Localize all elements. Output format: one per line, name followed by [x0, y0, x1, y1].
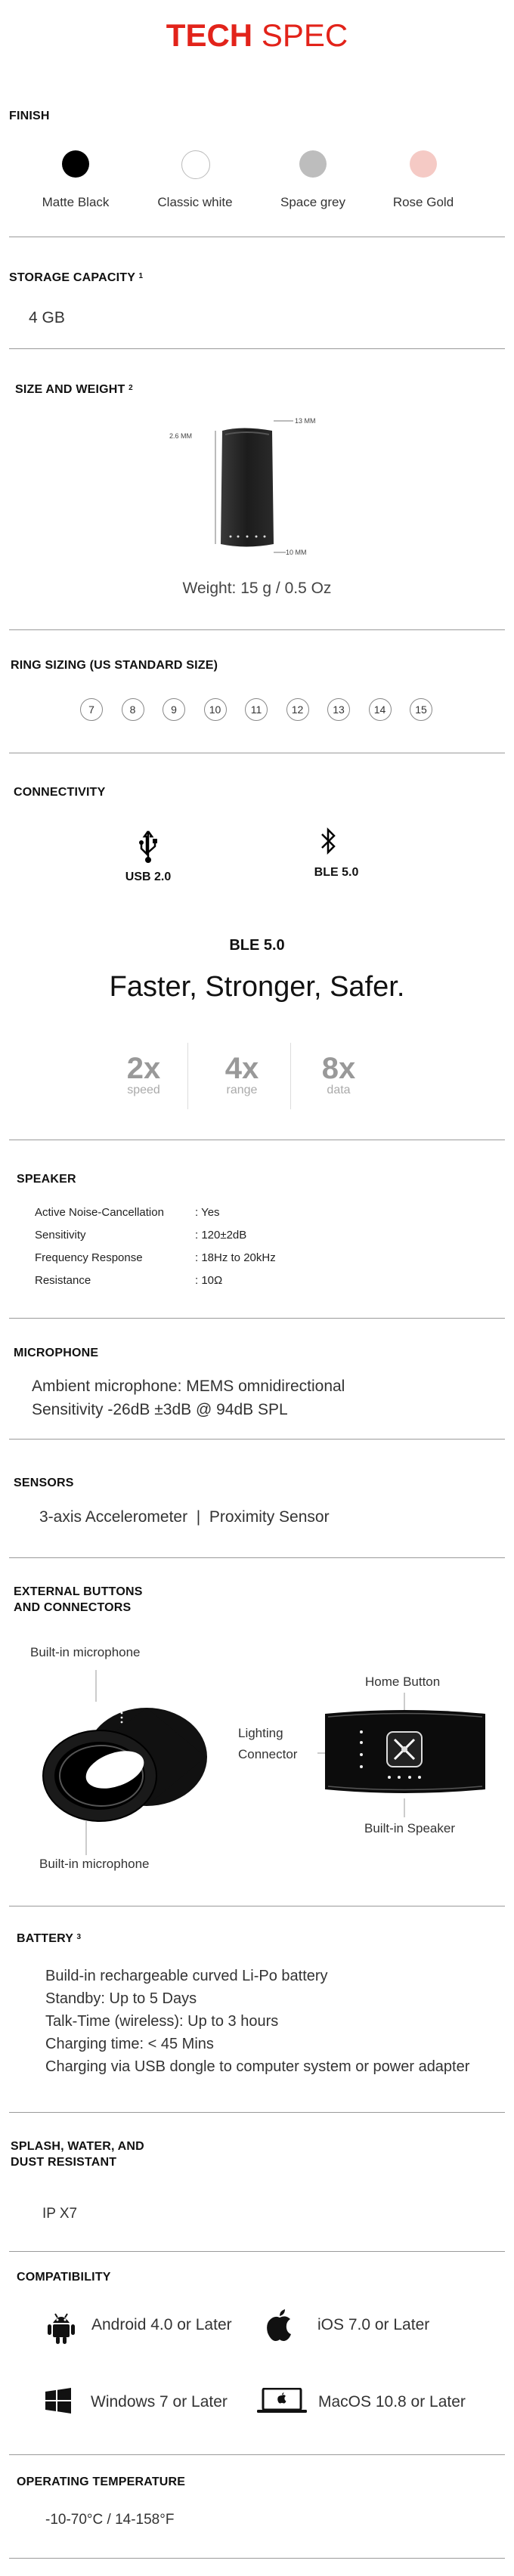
operating-value: -10-70°C / 14-158°F [45, 2512, 175, 2528]
finish-label: Classic white [157, 195, 233, 209]
splash-title-line: SPLASH, WATER, AND [11, 2140, 144, 2153]
operating-title: OPERATING TEMPERATURE [17, 2475, 186, 2488]
storage-title-text: STORAGE CAPACITY [9, 271, 135, 284]
ring-sizing-title: RING SIZING (US STANDARD SIZE) [11, 659, 218, 672]
dim-top-label: 13 MM [295, 417, 316, 425]
speaker-spec-row [35, 1201, 220, 1224]
stat-divider [187, 1043, 188, 1109]
bluetooth-icon [317, 826, 340, 856]
divider [9, 348, 505, 349]
sensors-title: SENSORS [14, 1477, 74, 1489]
stat-divider [290, 1043, 291, 1109]
spec-key: Resistance [35, 1274, 91, 1287]
footnote-marker: 2 [128, 384, 133, 392]
spec-key: Sensitivity [35, 1229, 86, 1242]
spec-key: Active Noise-Cancellation [35, 1206, 164, 1219]
size-title-text: SIZE AND WEIGHT [15, 383, 125, 396]
finish-swatch[interactable] [181, 150, 210, 179]
battery-spec-line: Talk-Time (wireless): Up to 3 hours [45, 2013, 279, 2030]
splash-value: IP X7 [42, 2206, 78, 2222]
apple-icon [266, 2309, 293, 2342]
page-title [0, 17, 514, 54]
microphone-line-2: Sensitivity -26dB ±3dB @ 94dB SPL [32, 1401, 288, 1418]
divider [9, 1557, 505, 1558]
external-title [14, 1584, 143, 1616]
stat-label: data [327, 1084, 351, 1096]
finish-swatch[interactable] [299, 150, 327, 178]
page-title-bold: TECH [166, 17, 253, 53]
sensors-text: 3-axis Accelerometer | Proximity Sensor [39, 1508, 330, 1526]
spec-value: : 120±2dB [195, 1229, 247, 1242]
finish-title: FINISH [9, 110, 50, 122]
footnote-marker: 3 [76, 1933, 82, 1941]
divider [9, 629, 505, 630]
finish-label: Matte Black [42, 195, 110, 209]
microphone-line-1: Ambient microphone: MEMS omnidirectional [32, 1378, 345, 1395]
speaker-title: SPEAKER [17, 1173, 76, 1186]
windows-label: Windows 7 or Later [91, 2393, 228, 2411]
spec-value: : Yes [195, 1206, 220, 1219]
weight-text: Weight: 15 g / 0.5 Oz [182, 580, 332, 597]
ble-label: BLE 5.0 [314, 866, 359, 879]
dim-height-label: 2.6 MM [169, 432, 193, 440]
spec-value: : 10Ω [195, 1274, 223, 1287]
stat-range [197, 1053, 287, 1097]
stat-value: 4x [224, 1052, 259, 1085]
android-label: Android 4.0 or Later [91, 2316, 232, 2333]
microphone-title: MICROPHONE [14, 1347, 99, 1359]
ring-perspective-image [33, 1670, 215, 1859]
footnote-marker: 1 [138, 272, 144, 280]
dim-bottom-label: 10 MM [286, 549, 307, 556]
macos-label: MacOS 10.8 or Later [318, 2393, 466, 2411]
ring-size-option[interactable]: 10 [204, 698, 227, 721]
battery-title [17, 1931, 81, 1947]
spec-key: Frequency Response [35, 1251, 143, 1264]
ring-size-option[interactable]: 12 [286, 698, 309, 721]
size-title [15, 382, 133, 397]
ring-size-option[interactable]: 9 [163, 698, 185, 721]
ring-size-option[interactable]: 13 [327, 698, 350, 721]
usb-icon [135, 830, 162, 864]
stat-value: 2x [126, 1052, 161, 1085]
battery-spec-line: Charging time: < 45 Mins [45, 2036, 214, 2052]
finish-label: Rose Gold [392, 195, 454, 209]
speaker-spec-row [35, 1224, 246, 1247]
splash-title-line: DUST RESISTANT [11, 2156, 117, 2169]
finish-swatch[interactable] [410, 150, 437, 178]
speaker-spec-row [35, 1247, 276, 1269]
lighting-connector-label [238, 1723, 297, 1765]
mic-bottom-label: Built-in microphone [39, 1857, 150, 1871]
battery-spec-line: Standby: Up to 5 Days [45, 1990, 197, 2007]
compatibility-title: COMPATIBILITY [17, 2271, 111, 2284]
splash-title [11, 2138, 144, 2170]
divider [9, 2112, 505, 2113]
ring-size-option[interactable]: 11 [245, 698, 268, 721]
usb-label: USB 2.0 [125, 871, 172, 883]
stat-data [293, 1053, 384, 1097]
spec-value: : 18Hz to 20kHz [195, 1251, 276, 1264]
connectivity-title: CONNECTIVITY [14, 786, 106, 799]
home-button-label: Home Button [365, 1675, 441, 1689]
windows-icon [45, 2388, 71, 2414]
speaker-label: Built-in Speaker [364, 1821, 456, 1835]
battery-title-text: BATTERY [17, 1932, 73, 1945]
ble-heading: BLE 5.0 [229, 937, 285, 954]
ring-size-option[interactable]: 14 [369, 698, 392, 721]
ring-size-option[interactable]: 15 [410, 698, 432, 721]
divider [9, 1439, 505, 1440]
lighting-label-line: Connector [238, 1747, 298, 1761]
finish-swatch[interactable] [62, 150, 89, 178]
stat-speed [98, 1053, 189, 1097]
storage-value: 4 GB [29, 309, 65, 326]
external-title-line: AND CONNECTORS [14, 1601, 132, 1614]
ios-label: iOS 7.0 or Later [317, 2316, 430, 2333]
ring-size-option[interactable]: 7 [80, 698, 103, 721]
speaker-spec-row [35, 1269, 222, 1292]
lighting-label-line: Lighting [238, 1726, 283, 1740]
macbook-icon [257, 2388, 307, 2414]
divider [9, 1318, 505, 1319]
stat-label: speed [127, 1084, 160, 1096]
storage-title [9, 270, 143, 286]
stat-label: range [226, 1084, 258, 1096]
ble-tagline: Faster, Stronger, Safer. [109, 971, 405, 1003]
mic-top-label: Built-in microphone [30, 1645, 141, 1659]
external-title-line: EXTERNAL BUTTONS [14, 1585, 143, 1598]
divider [9, 2558, 505, 2559]
divider [9, 2251, 505, 2252]
battery-spec-line: Charging via USB dongle to computer system or power adapter [45, 2058, 470, 2075]
ring-front-image [317, 1693, 491, 1821]
ring-size-option[interactable]: 8 [122, 698, 144, 721]
battery-spec-line: Build-in rechargeable curved Li-Po battery [45, 1968, 328, 1984]
stat-value: 8x [321, 1052, 356, 1085]
page-title-light: SPEC [261, 17, 348, 53]
android-icon [47, 2311, 76, 2344]
divider [9, 2454, 505, 2455]
finish-label: Space grey [280, 195, 345, 209]
